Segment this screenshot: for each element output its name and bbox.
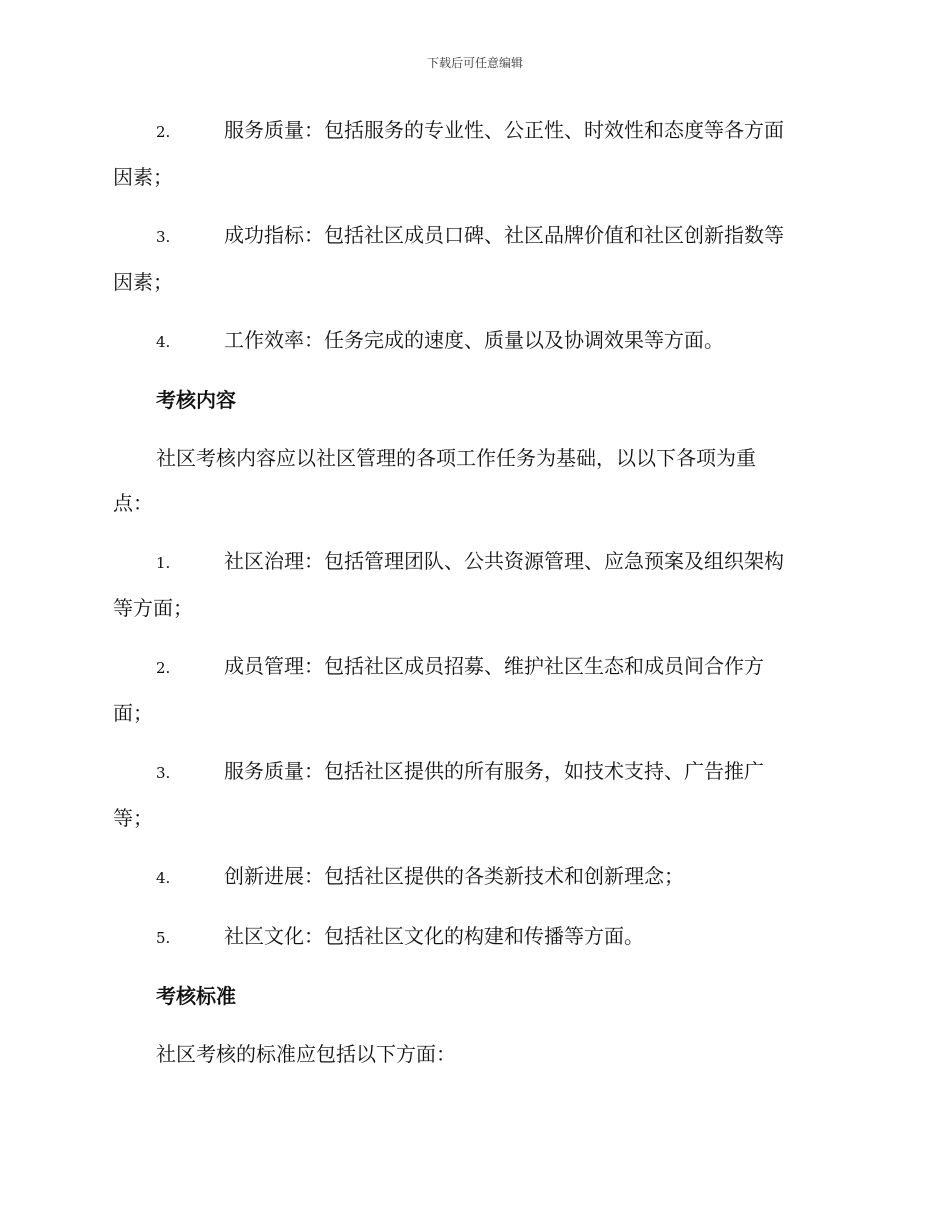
list-text: 创新进展：包括社区提供的各类新技术和创新理念； [224, 864, 684, 888]
list-text: 社区治理：包括管理团队、公共资源管理、应急预案及组织架构 [224, 549, 784, 573]
list-item [113, 644, 843, 736]
list-item [113, 914, 843, 961]
intro-paragraph [113, 1032, 843, 1077]
list-text-continued: 等方面； [113, 596, 193, 620]
list-number: 2. [156, 123, 171, 141]
list-text-continued: 等； [113, 806, 153, 830]
intro-paragraph [113, 436, 843, 526]
list-number: 5. [156, 929, 171, 947]
list-number: 3. [156, 228, 171, 246]
list-item [113, 749, 843, 841]
list-number: 2. [156, 659, 171, 677]
document-body [113, 108, 843, 1090]
intro-text: 社区考核的标准应包括以下方面： [156, 1042, 456, 1066]
list-text: 成功指标：包括社区成员口碑、社区品牌价值和社区创新指数等 [224, 223, 784, 247]
list-number: 3. [156, 764, 171, 782]
list-item [113, 318, 843, 365]
list-item [113, 213, 843, 305]
list-number: 4. [156, 333, 171, 351]
list-text-continued: 因素； [113, 165, 173, 189]
list-text-continued: 因素； [113, 270, 173, 294]
list-text: 社区文化：包括社区文化的构建和传播等方面。 [224, 924, 644, 948]
list-text: 服务质量：包括社区提供的所有服务，如技术支持、广告推广 [224, 759, 764, 783]
list-number: 4. [156, 869, 171, 887]
list-text: 成员管理：包括社区成员招募、维护社区生态和成员间合作方 [224, 654, 764, 678]
page-header: 下载后可任意编辑 [426, 56, 523, 70]
section-heading: 考核内容 [156, 388, 236, 412]
list-item [113, 539, 843, 631]
list-item [113, 108, 843, 200]
list-text: 服务质量：包括服务的专业性、公正性、时效性和态度等各方面 [224, 118, 784, 142]
list-text-continued: 面； [113, 701, 153, 725]
section-heading: 考核标准 [156, 984, 236, 1008]
list-text: 工作效率：任务完成的速度、质量以及协调效果等方面。 [224, 328, 724, 352]
intro-text: 社区考核内容应以社区管理的各项工作任务为基础，以以下各项为重 [156, 446, 756, 470]
list-number: 1. [156, 554, 171, 572]
list-item [113, 854, 843, 901]
intro-text-continued: 点： [113, 491, 153, 515]
